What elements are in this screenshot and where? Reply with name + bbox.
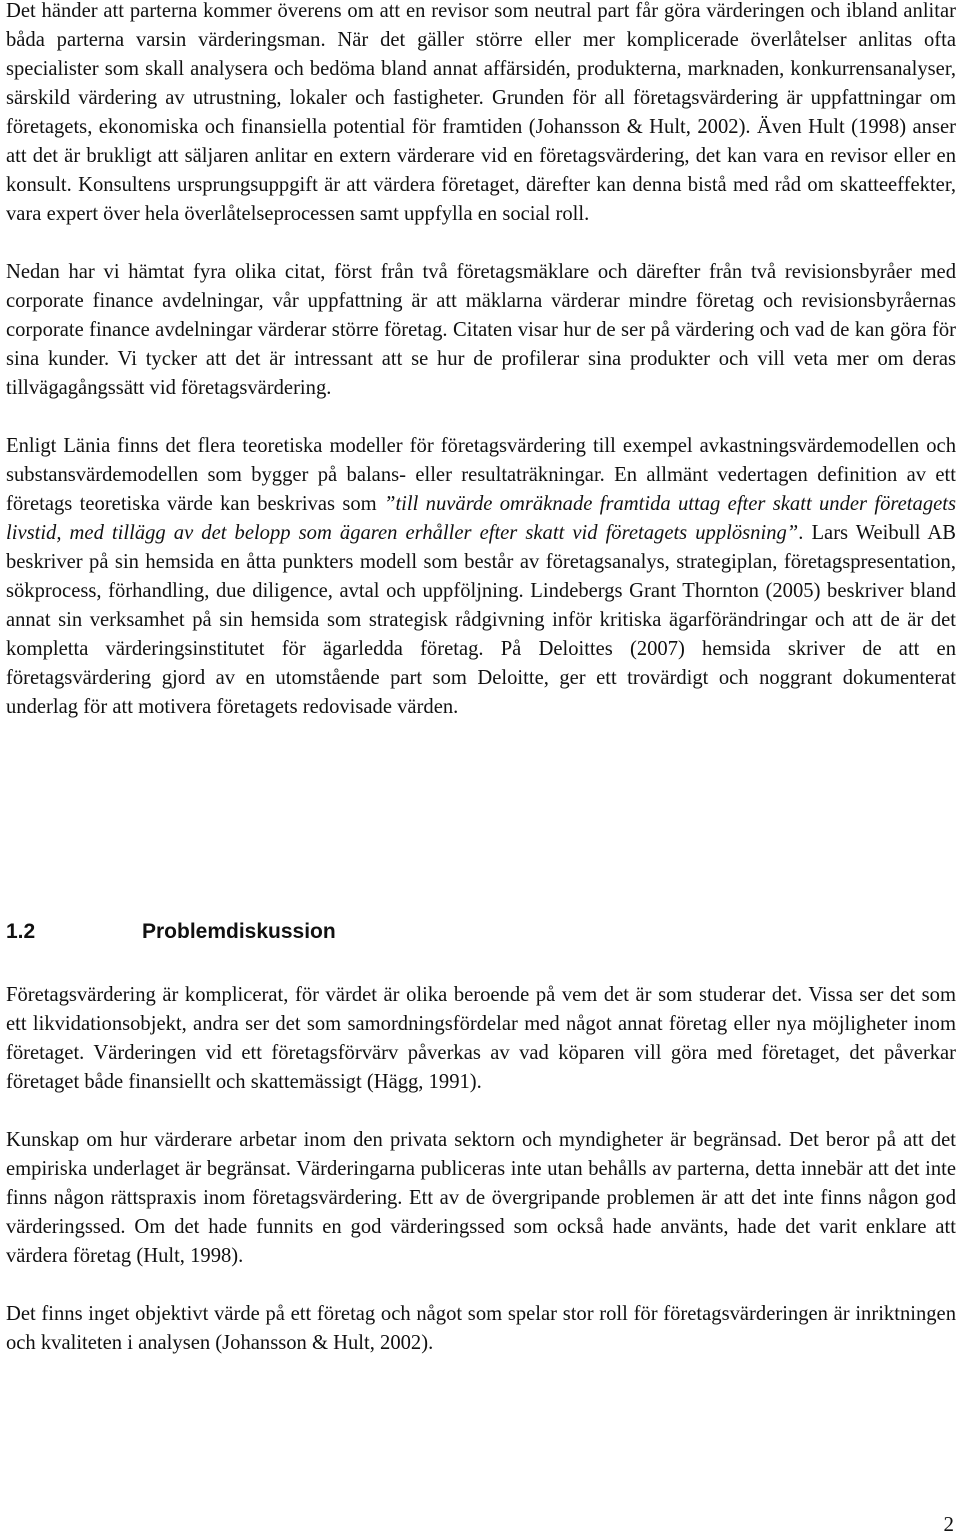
paragraph-valuation-practice: Det händer att parterna kommer överens om att en revisor som neutral part får göra värderingen och ibland anlitar båda parterna varsin värderingsman. När det gäller större eller mer komplicerade överlåtelser anlitas ofta specialister som skall analysera och bedöma bland annat affärsidén, produkterna, marknaden, konkurrensanalyser, särskild värdering av utrustning, lokaler och fastigheter. Grunden för all företagsvärdering är uppfattningar om företagets, ekonomiska och finansiella potential för framtiden (Johansson & Hult, 2002). Även Hult (1998) anser att det är brukligt att säljaren anlitar en extern värderare vid en företagsvärdering, det kan vara en revisor eller en konsult. Konsultens ursprungsuppgift är att värdera företaget, därefter kan denna bistå med råd om skatteeffekter, vara expert över hela överlåtelseprocessen samt uppfylla en social roll. xyxy=(6,0,956,225)
body-text-top xyxy=(6,0,956,722)
paragraph-no-objective-value: Det finns inget objektivt värde på ett företag och något som spelar stor roll för företagsvärderingen är inriktningen och kvaliteten i analysen (Johansson & Hult, 2002). xyxy=(6,1303,956,1354)
paragraph-quotes-intro: Nedan har vi hämtat fyra olika citat, först från två företagsmäklare och därefter från två revisionsbyråer med corporate finance avdelningar, vår uppfattning är att mäklarna värderar mindre företag och revisionsbyråernas corporate finance avdelningar värderar större företag. Citaten visar hur de ser på värdering och vad de kan göra för sina kunder. Vi tycker att det är intressant att se hur de profilerar sina produkter och vill veta mer om deras tillvägagångssätt vid företagsvärdering. xyxy=(6,261,956,399)
valuation-definition-quote: ”till nuvärde omräknade framtida uttag efter skatt under företagets livstid, med tillägg av det belopp som ägaren erhåller efter skatt vid företagets upplösning” xyxy=(6,493,956,544)
section-title: Problemdiskussion xyxy=(142,920,336,943)
paragraph-valuation-models-text: Enligt Länia finns det flera teoretiska modeller för företagsvärdering till exempel avkastningsvärdemodellen och substansvärdemodellen som bygger på balans- eller resultaträkningar. En allmänt vedertagen definition av ett företags teoretiska värde kan beskrivas som xyxy=(6,435,956,515)
paragraph-valuation-complexity: Företagsvärdering är komplicerat, för värdet är olika beroende på vem det är som studerar det. Vissa ser det som ett likvidationsobjekt, andra ser det som samordningsfördelar med något annat företag eller nya möjligheter inom företaget. Värderingen vid ett företagsförvärv påverkas av vad köparen vill göra med företaget, det påverkar företaget både finansiellt och skattemässigt (Hägg, 1991). xyxy=(6,984,956,1093)
paragraph-valuation-models xyxy=(6,432,956,722)
section-heading xyxy=(6,917,336,946)
section-number: 1.2 xyxy=(6,920,36,943)
paragraph-valuation-models-continued: . Lars Weibull AB beskriver på sin hemsida en åtta punkters modell som består av företagsanalys, strategiplan, företagspresentation, sökprocess, förhandling, due diligence, avtal och uppföljning. Lindebergs Grant Thornton (2005) beskriver bland annat sin verksamhet på sin hemsida som strategisk rådgivning inför kritiska ägarförändringar och att de är det kompletta värderingsinstitutet för ägarledda företag. På Deloittes (2007) hemsida skriver de att en företagsvärdering gjord av en utomstående part som Deloitte, ger ett trovärdigt och noggrant dokumenterat underlag för att motivera företagets redovisade värden. xyxy=(6,522,956,718)
paragraph-knowledge-gap: Kunskap om hur värderare arbetar inom den privata sektorn och myndigheter är begränsad. Det beror på att det empiriska underlaget är begränsat. Värderingarna publiceras inte utan behålls av parterna, detta innebär att det inte finns någon rättspraxis inom företagsvärdering. Ett av de övergripande problemen är att det inte finns någon god värderingssed. Om det hade funnits en god värderingssed som också hade använts, hade det varit enklare att värdera företag (Hult, 1998). xyxy=(6,1129,956,1267)
page-number: 2 xyxy=(943,1512,954,1536)
body-text-bottom xyxy=(6,981,956,1358)
